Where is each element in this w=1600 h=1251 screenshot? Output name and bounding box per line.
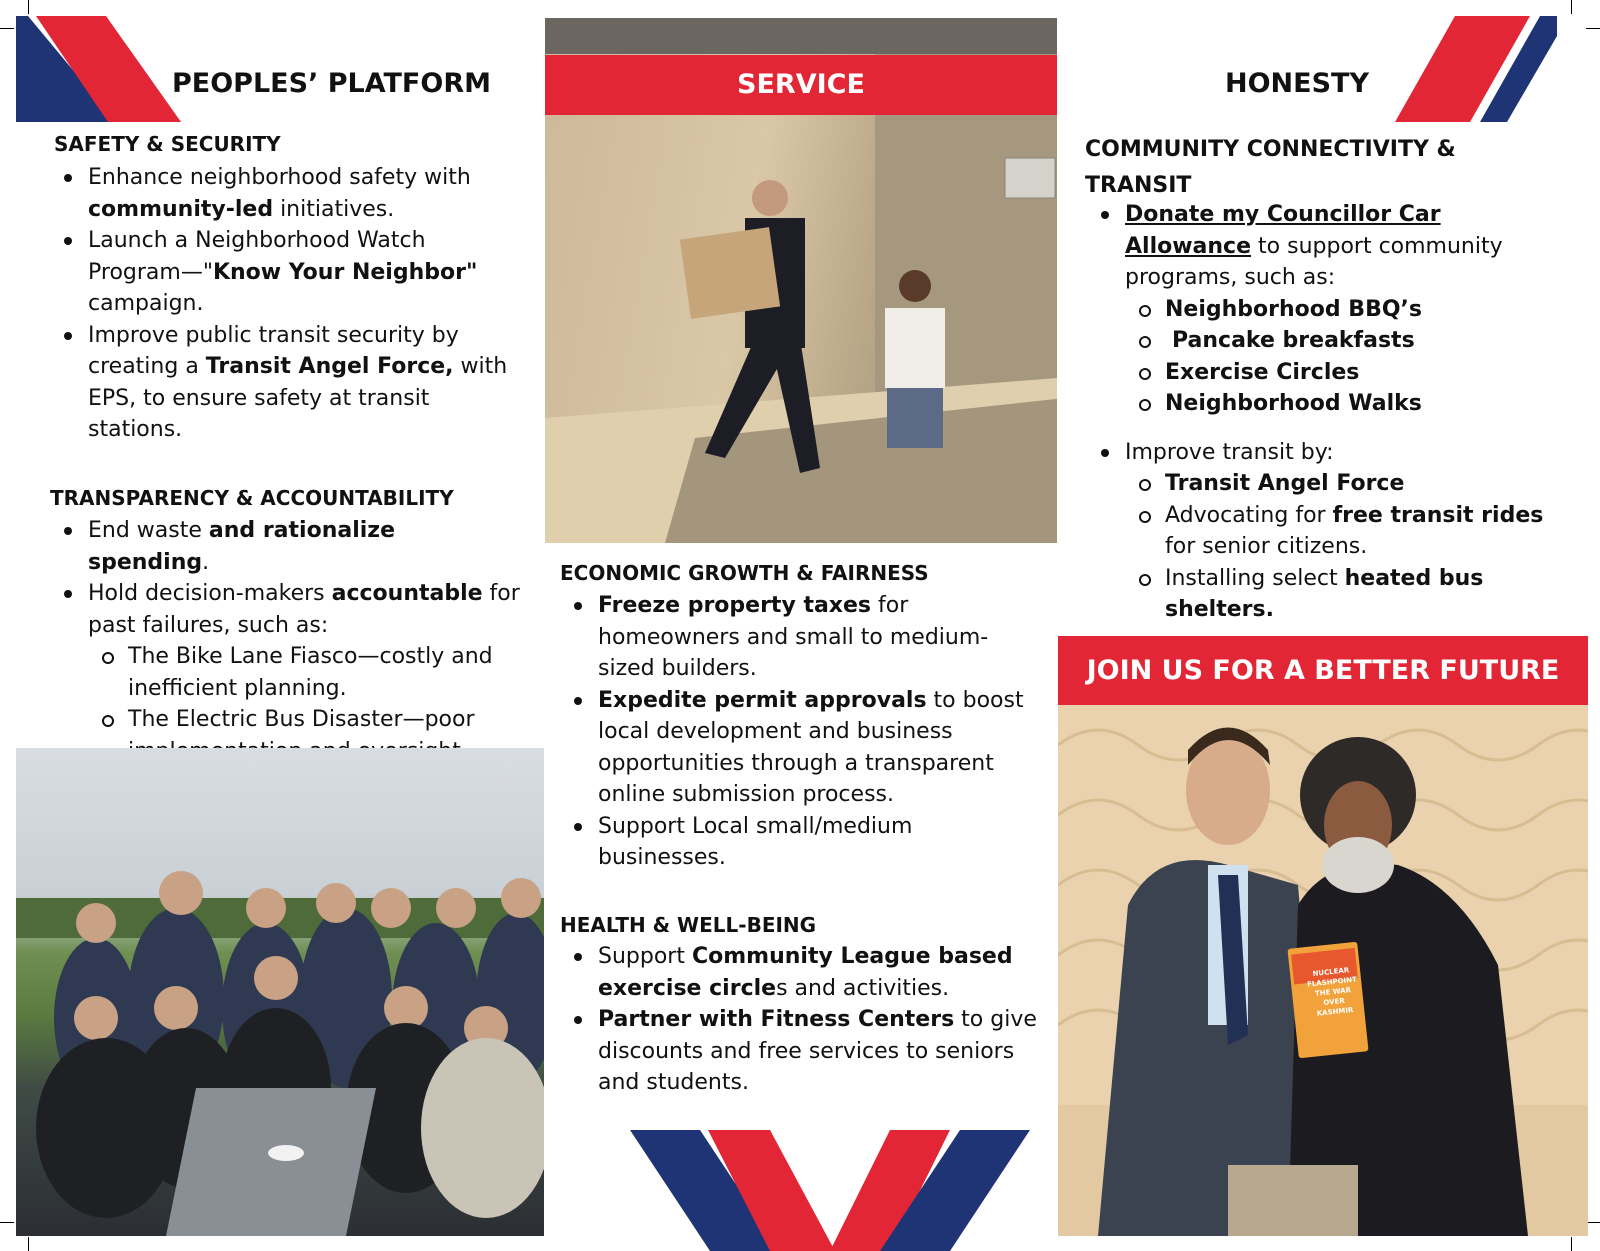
- list-item: Partner with Fitness Centers to give discounts and free services to seniors and students.: [560, 1004, 1040, 1099]
- book-cover-text: NUCLEAR FLASHPOINT THE WAR OVER KASHMIR: [1306, 966, 1358, 1018]
- crop-mark: [1571, 1237, 1572, 1251]
- list-item: Improve transit by: Transit Angel Force Advocating for free transit rides for senior citizens. Installing select heated bus shelters.: [1087, 437, 1547, 626]
- list-item: Launch a Neighborhood Watch Program—"Know Your Neighbor" campaign.: [50, 225, 520, 320]
- crop-mark: [28, 1237, 29, 1251]
- list-item: Support Community League based exercise circles and activities.: [560, 941, 1040, 1004]
- list-subitem: The Bike Lane Fiasco—costly and inefficient planning.: [88, 641, 520, 704]
- list-subitem: Transit Angel Force: [1125, 468, 1547, 500]
- community-list: [1087, 199, 1547, 626]
- list-item: Improve public transit security by creating a Transit Angel Force, with EPS, to ensure safety at transit stations.: [50, 320, 520, 446]
- stripe-logo-left: [16, 16, 181, 122]
- transparency-list: [50, 515, 520, 767]
- list-subitem: The Electric Bus Disaster—poor: [88, 704, 520, 767]
- list-item: Support Local small/medium businesses.: [560, 811, 1040, 874]
- crop-mark: [1571, 0, 1572, 14]
- economic-list: [560, 590, 1040, 874]
- book-photo: [1058, 705, 1588, 1236]
- list-item: Freeze property taxes for homeowners and small to medium-sized builders.: [560, 590, 1040, 685]
- list-subitem: Advocating for free transit rides for senior citizens.: [1125, 500, 1547, 563]
- economic-title: ECONOMIC GROWTH & FAIRNESS: [560, 561, 929, 585]
- safety-security-title: SAFETY & SECURITY: [54, 132, 281, 156]
- peoples-platform-heading: PEOPLES’ PLATFORM: [172, 68, 491, 99]
- group-photo: [16, 748, 544, 1236]
- list-subitem: Neighborhood BBQ’s: [1125, 294, 1547, 326]
- transparency-title: TRANSPARENCY & ACCOUNTABILITY: [50, 486, 454, 510]
- list-item: Hold decision-makers accountable for past failures, such as: The Bike Lane Fiasco—costly and inefficient planning. The Electric Bus Disaster—poor: [50, 578, 520, 767]
- list-subitem: Pancake breakfasts: [1125, 325, 1547, 357]
- crop-mark: [1586, 28, 1600, 29]
- health-title: HEALTH & WELL-BEING: [560, 913, 817, 937]
- health-list: [560, 941, 1040, 1099]
- list-item: Enhance neighborhood safety with community-led initiatives.: [50, 162, 520, 225]
- crop-mark: [0, 1222, 14, 1223]
- community-title: COMMUNITY CONNECTIVITY & TRANSIT: [1085, 137, 1456, 198]
- service-banner: SERVICE: [545, 55, 1057, 115]
- list-item: End waste and rationalize spending.: [50, 515, 520, 578]
- crop-mark: [28, 0, 29, 14]
- list-item: Donate my Councillor Car Allowance to support community programs, such as: Neighborhood BBQ’s Pancake breakfasts Exercise Circles Neighborhood Walks: [1087, 199, 1547, 420]
- donate-car-allowance-link: Donate my Councillor Car Allowance: [1125, 202, 1441, 259]
- honesty-heading: HONESTY: [1225, 68, 1370, 99]
- w-logo: [630, 1130, 1030, 1251]
- crop-mark: [0, 28, 14, 29]
- join-us-banner: JOIN US FOR A BETTER FUTURE: [1058, 636, 1588, 705]
- stripe-logo-right: [1395, 16, 1557, 122]
- crop-mark: [1586, 1222, 1600, 1223]
- list-subitem: Installing select heated bus shelters.: [1125, 563, 1547, 626]
- list-subitem: Neighborhood Walks: [1125, 388, 1547, 420]
- safety-list: [50, 162, 520, 446]
- list-item: Expedite permit approvals to boost local development and business opportunities through a transparent online submission process.: [560, 685, 1040, 811]
- list-subitem: Exercise Circles: [1125, 357, 1547, 389]
